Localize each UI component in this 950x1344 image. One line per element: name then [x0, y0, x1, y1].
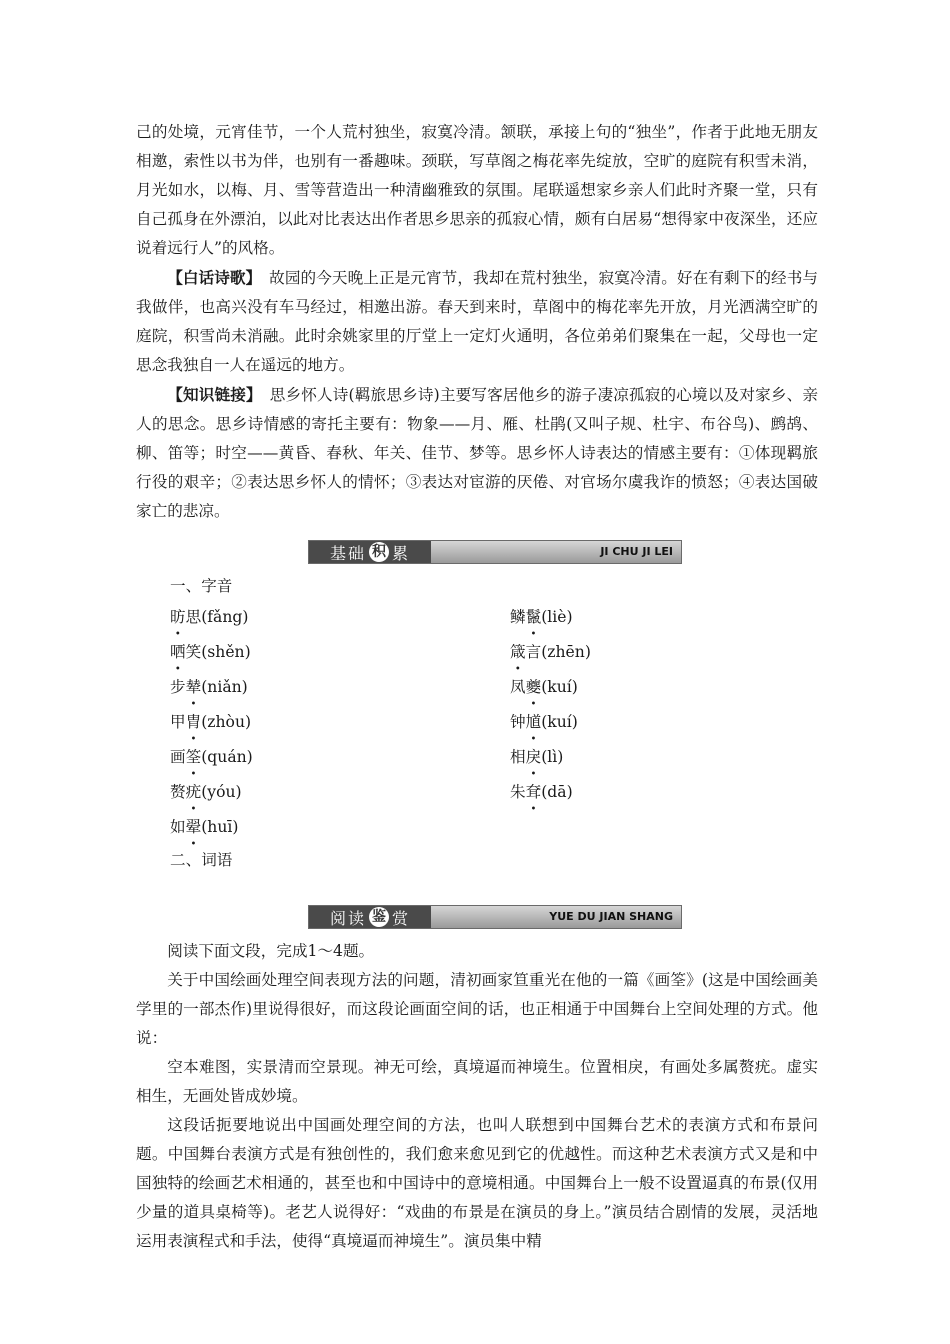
zhishi-text: 思乡怀人诗(羁旅思乡诗)主要写客居他乡的游子凄凉孤寂的心境以及对家乡、亲人的思念。思乡诗情感的寄托主要有：物象——月、雁、杜鹃(又叫子规、杜宇、布谷鸟)、鹧鸪、柳、笛等；时空——黄昏、春秋、年关、佳节、梦等。思乡怀人诗表达的情感主要有：①体现羁旅行役的艰辛；②表达思乡怀人的情怀；③表达对宦游的厌倦、对官场尔虞我诈的愤怒；④表达国破家亡的悲凉。 [136, 386, 818, 520]
ziyin-item: 哂笑(shěn) [170, 643, 251, 661]
ziyin-item: 如翚(huī) [170, 818, 239, 836]
ziyin-item: 箴言(zhēn) [510, 643, 591, 661]
document-body [136, 118, 818, 1256]
ziyin-item: 朱耷(dā) [510, 783, 573, 801]
ziyin-item: 昉思(fǎng) [170, 608, 249, 626]
baihua-paragraph [136, 263, 818, 380]
banner-cn-title: 阅读 鉴 赏 [309, 906, 431, 928]
baihua-text: 故园的今天晚上正是元宵节，我却在荒村独坐，寂寞冷清。好在有剩下的经书与我做伴，也高兴没有车马经过，相邀出游。春天到来时，草阁中的梅花率先开放，月光洒满空旷的庭院，积雪尚未消融。此时余姚家里的厅堂上一定灯火通明，各位弟弟们聚集在一起，父母也一定思念我独自一人在遥远的地方。 [136, 269, 818, 374]
ziyin-grid [136, 603, 818, 842]
ziyin-item: 步辇(niǎn) [170, 678, 248, 696]
banner-en-title: YUE DU JIAN SHANG [549, 910, 673, 923]
ziyin-item: 钟馗(kuí) [510, 713, 578, 731]
ziyin-item: 赘疣(yóu) [170, 783, 242, 801]
banner-circle-char: 积 [369, 542, 389, 562]
ziyin-item: 相戾(lì) [510, 748, 564, 766]
banner-circle-char: 鉴 [369, 907, 389, 927]
reading-paragraph: 关于中国绘画处理空间表现方法的问题，清初画家笪重光在他的一篇《画筌》(这是中国绘画美学里的一部杰作)里说得很好，而这段论画面空间的话，也正相通于中国舞台上空间处理的方式。他说： [136, 971, 818, 1047]
ziyin-item: 鳞鬣(liè) [510, 608, 573, 626]
ziyin-item: 画筌(quán) [170, 748, 253, 766]
banner-en-title: JI CHU JI LEI [600, 545, 673, 558]
banner-bar [308, 540, 682, 564]
reading-paragraph: 这段话扼要地说出中国画处理空间的方法，也叫人联想到中国舞台艺术的表演方式和布景问题。中国舞台表演方式是有独创性的，我们愈来愈见到它的优越性。而这种艺术表演方式又是和中国独特的绘画艺术相通的，甚至也和中国诗中的意境相通。中国舞台上一般不设置逼真的布景(仅用少量的道具桌椅等)。老艺人说得好：“戏曲的布景是在演员的身上。”演员结合剧情的发展，灵活地运用表演程式和手法，使得“真境逼而神境生”。演员集中精 [136, 1116, 818, 1250]
zhishi-tag: 【知识链接】 [167, 385, 254, 404]
banner-cn-title: 基础 积 累 [309, 541, 431, 563]
section-banner-jichu [136, 538, 818, 566]
section-title-ziyin: 一、字音 [170, 577, 233, 595]
banner-bar [308, 905, 682, 929]
reading-quote: 空本难图，实景清而空景现。神无可绘，真境逼而神境生。位置相戾，有画处多属赘疣。虚实相生，无画处皆成妙境。 [136, 1058, 818, 1105]
reading-instruction: 阅读下面文段，完成1～4题。 [167, 942, 375, 960]
section-title-ciyu: 二、词语 [170, 851, 233, 869]
ziyin-item: 凤夔(kuí) [510, 678, 578, 696]
intro-paragraph: 己的处境，元宵佳节，一个人荒村独坐，寂寞冷清。颔联，承接上句的“独坐”，作者于此地无朋友相邀，索性以书为伴，也别有一番趣味。颈联，写草阁之梅花率先绽放，空旷的庭院有积雪未消，月光如水，以梅、月、雪等营造出一种清幽雅致的氛围。尾联遥想家乡亲人们此时齐聚一堂，只有自己孤身在外漂泊，以此对比表达出作者思乡思亲的孤寂心情，颇有白居易“想得家中夜深坐，还应说着远行人”的风格。 [136, 123, 818, 257]
zhishi-paragraph [136, 380, 818, 526]
section-banner-yuedu [136, 903, 818, 931]
ziyin-item: 甲胄(zhòu) [170, 713, 252, 731]
baihua-tag: 【白话诗歌】 [167, 268, 254, 287]
